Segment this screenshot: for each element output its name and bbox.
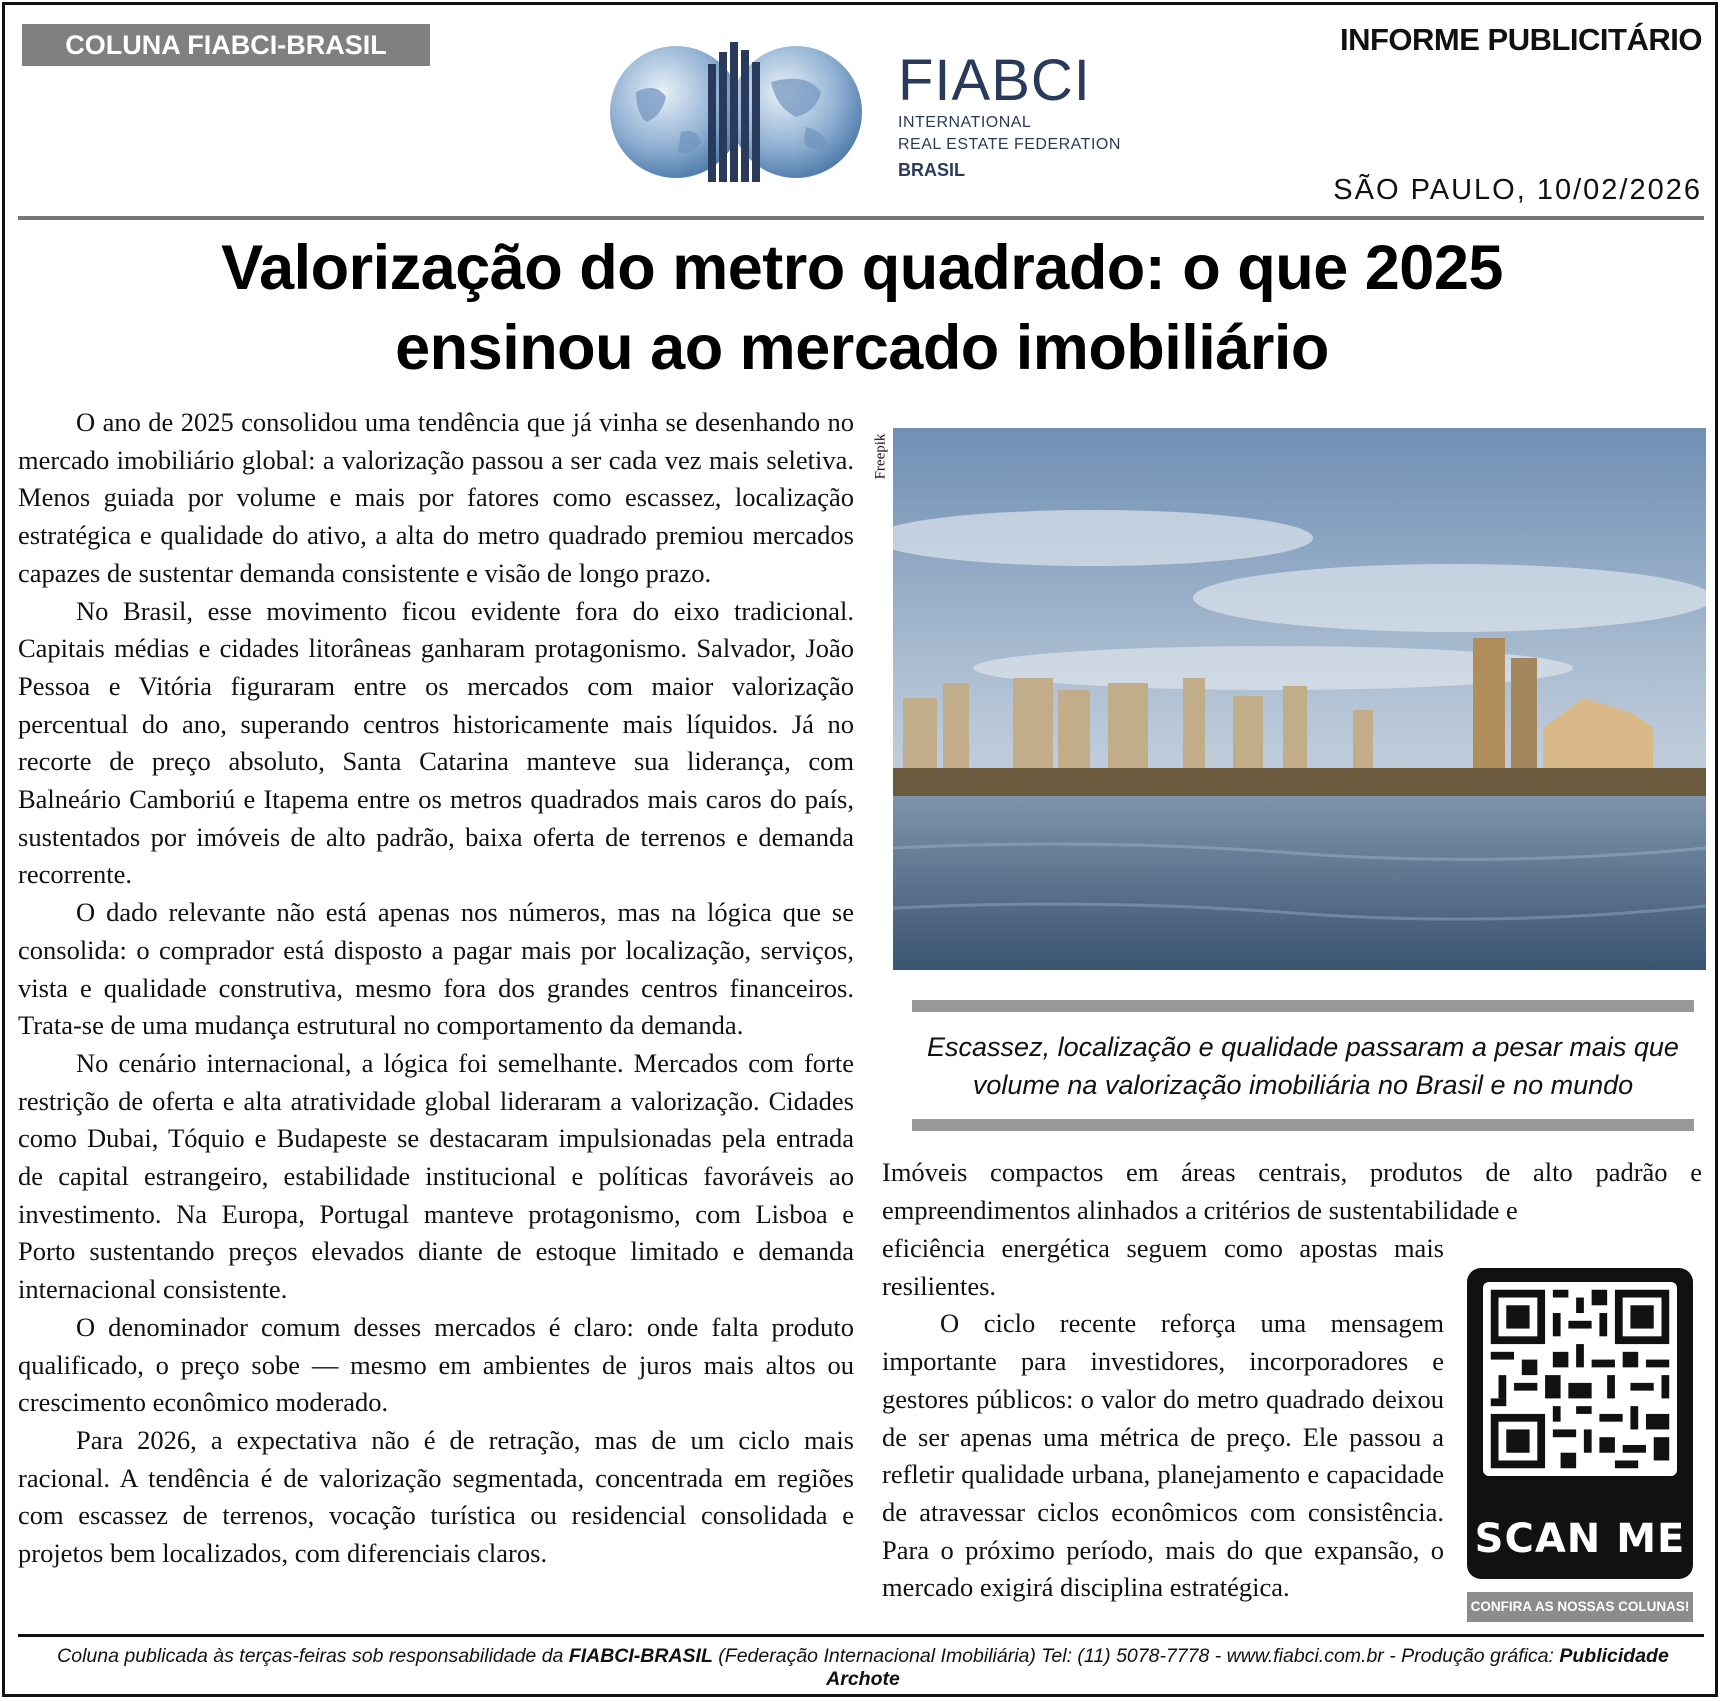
qr-code-block[interactable]: [1467, 1268, 1693, 1579]
article-column-left: [18, 404, 854, 1573]
footer-text-2: (Federação Internacional Imobiliária) Tel: (11) 5078-7778 - www.fiabci.com.br - Produção gráfica:: [712, 1645, 1560, 1667]
dateline: SÃO PAULO, 10/02/2026: [1333, 174, 1702, 206]
city-waterfront-photo: [893, 428, 1706, 970]
paragraph: O dado relevante não está apenas nos números, mas na lógica que se consolida: o comprador está disposto a pagar mais por localização, serviços, vista e qualidade construtiva, mesmo fora dos grandes centros financeiros. Trata-se de uma mudança estrutural no comportamento da demanda.: [18, 897, 854, 1041]
logo-name: FIABCI: [898, 48, 1091, 113]
paragraph: O ciclo recente reforça uma mensagem importante para investidores, incorporadores e gestores públicos: o valor do metro quadrado deixou de ser apenas uma métrica de preço. Ele passou a refletir qualidade urbana, planejamento e capacidade de atravessar ciclos econômicos com consistência. Para o próximo período, mais do que expansão, o mercado exigirá disciplina estratégica.: [882, 1308, 1444, 1603]
paragraph: eficiência energética seguem como apostas mais resilientes.: [882, 1233, 1444, 1301]
paragraph: O denominador comum desses mercados é claro: onde falta produto qualificado, o preço sobe — mesmo em ambientes de juros mais altos ou crescimento econômico moderado.: [18, 1311, 854, 1418]
footer: [18, 1645, 1708, 1691]
logo-country: BRASIL: [898, 160, 965, 180]
scan-me-label: SCAN ME: [1474, 1516, 1686, 1562]
confira-label: CONFIRA AS NOSSAS COLUNAS!: [1467, 1592, 1693, 1622]
headline-line2: ensinou ao mercado imobiliário: [395, 313, 1329, 383]
caption-rule-bottom: [912, 1119, 1694, 1131]
header-rule: [18, 216, 1704, 220]
qr-pattern-icon: [1483, 1282, 1677, 1476]
article-column-right-bottom: [882, 1230, 1444, 1607]
logo-line2: REAL ESTATE FEDERATION: [898, 136, 1121, 153]
footer-org: FIABCI-BRASIL: [568, 1645, 713, 1667]
paragraph: Para 2026, a expectativa não é de retração, mas de um ciclo mais racional. A tendência é de valorização segmentada, concentrada em regiões com escassez de terrenos, vocação turística ou residencial consolidada e projetos bem localizados, com diferenciais claros.: [18, 1424, 854, 1569]
caption-rule-top: [912, 1000, 1694, 1012]
paragraph: Imóveis compactos em áreas centrais, produtos de alto padrão e empreendimentos alinhados a critérios de sustentabilidade e: [882, 1157, 1702, 1225]
globe-logo-icon: [606, 42, 896, 182]
informe-label: INFORME PUBLICITÁRIO: [1340, 22, 1702, 57]
logo-line1: INTERNATIONAL: [898, 114, 1032, 131]
photo-caption: Escassez, localização e qualidade passaram a pesar mais que volume na valorização imobiliária no Brasil e no mundo: [927, 1032, 1679, 1100]
headline: [20, 228, 1704, 388]
qr-code-icon[interactable]: [1483, 1282, 1677, 1476]
paragraph: O ano de 2025 consolidou uma tendência que já vinha se desenhando no mercado imobiliário global: a valorização passou a ser cada vez mais seletiva. Menos guiada por volume e mais por fatores como escassez, localização estratégica e qualidade do ativo, a alta do metro quadrado premiou mercados capazes de sustentar demanda consistente e visão de longo prazo.: [18, 407, 854, 588]
fiabci-logo: [606, 42, 1126, 182]
paragraph: No cenário internacional, a lógica foi semelhante. Mercados com forte restrição de oferta e alta atratividade global lideraram a valorização. Cidades como Dubai, Tóquio e Budapeste se destacaram impulsionadas pela entrada de capital estrangeiro, estabilidade institucional e políticas favoráveis ao investimento. Na Europa, Portugal manteve protagonismo, com Lisboa e Porto sustentando preços elevados diante de estoque limitado e demanda internacional consistente.: [18, 1047, 854, 1305]
article-column-right-top: [882, 1154, 1702, 1229]
footer-rule: [18, 1634, 1704, 1637]
photo-credit-text: Freepik: [872, 433, 889, 480]
footer-text: Coluna publicada às terças-feiras sob responsabilidade da: [57, 1645, 569, 1667]
column-tag: COLUNA FIABCI-BRASIL: [22, 24, 430, 66]
paragraph: No Brasil, esse movimento ficou evidente fora do eixo tradicional. Capitais médias e cidades litorâneas ganharam protagonismo. Salvador, João Pessoa e Vitória figuraram entre os mercados com maior valorização percentual do ano, superando centros historicamente mais líquidos. Já no recorte de preço absoluto, Santa Catarina manteve sua liderança, com Balneário Camboriú e Itapema entre os metros quadrados mais caros do país, sustentados por imóveis de alto padrão, baixa oferta de terrenos e demanda recorrente.: [18, 595, 854, 890]
headline-line1: Valorização do metro quadrado: o que 2025: [221, 233, 1503, 303]
footer-producer: Publicidade Archote: [826, 1645, 1669, 1690]
